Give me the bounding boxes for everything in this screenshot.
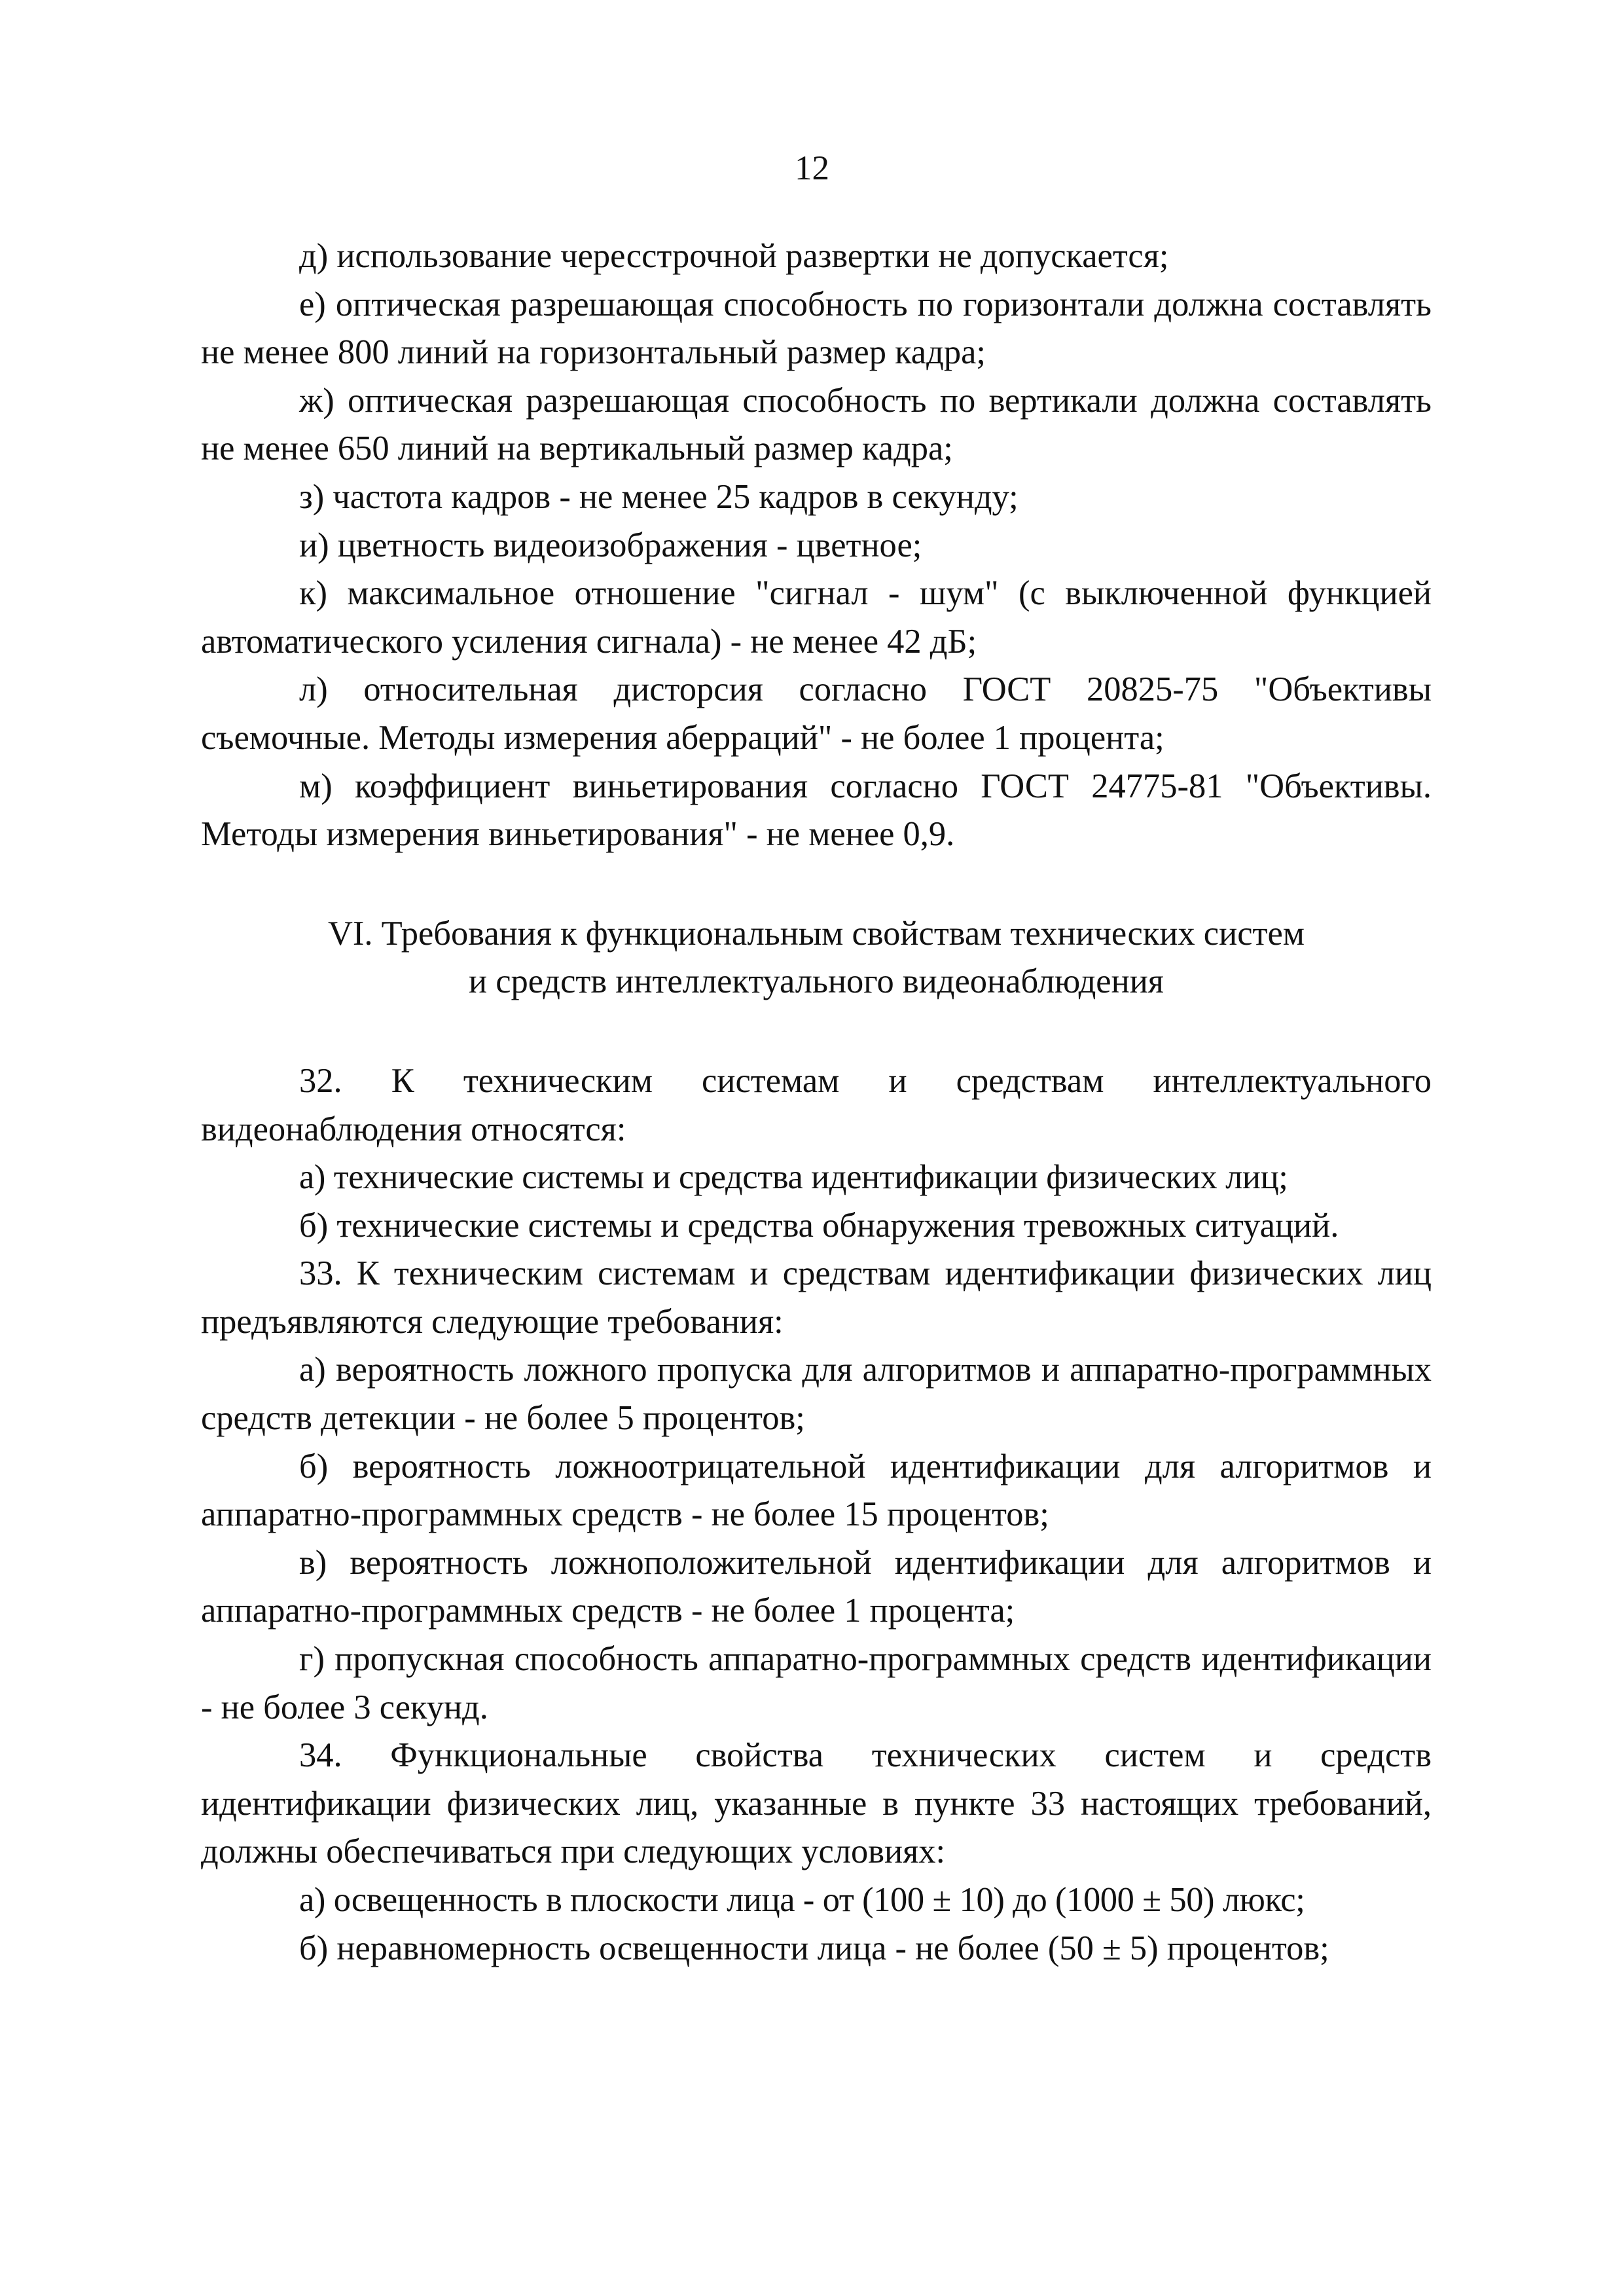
paragraph-34-a: а) освещенность в плоскости лица - от (100 ± 10) до (1000 ± 50) люкс; <box>299 1881 1305 1919</box>
paragraph-item-i: и) цветность видеоизображения - цветное; <box>299 526 922 564</box>
paragraph-item-d: д) использование чересстрочной развертки не допускается; <box>299 237 1169 275</box>
paragraph-item-e: е) оптическая разрешающая способность по горизонтали должна составлять не менее 800 линий на горизонтальный размер кадра; <box>201 285 1432 372</box>
paragraph-32-b: б) технические системы и средства обнаружения тревожных ситуаций. <box>299 1206 1339 1245</box>
paragraph-33-b: б) вероятность ложноотрицательной идентификации для алгоритмов и аппаратно-программных средств - не более 15 процентов; <box>201 1447 1432 1534</box>
paragraph-33-a: а) вероятность ложного пропуска для алгоритмов и аппаратно-программных средств детекции - не более 5 процентов; <box>201 1351 1432 1438</box>
section-heading-line-2: и средств интеллектуального видеонаблюдения <box>469 962 1164 1001</box>
section-heading-line-1: VI. Требования к функциональным свойствам технических систем <box>328 914 1305 953</box>
page-number: 12 <box>795 149 829 187</box>
paragraph-item-m: м) коэффициент виньетирования согласно ГОСТ 24775-81 "Объективы. Методы измерения виньетирования" - не менее 0,9. <box>201 767 1432 854</box>
paragraph-item-zh: ж) оптическая разрешающая способность по вертикали должна составлять не менее 650 линий на вертикальный размер кадра; <box>201 381 1432 468</box>
document-body <box>201 232 1432 1973</box>
paragraph-34: 34. Функциональные свойства технических систем и средств идентификации физических лиц, указанные в пункте 33 настоящих требований, должны обеспечиваться при следующих условиях: <box>201 1736 1432 1871</box>
paragraph-33-g: г) пропускная способность аппаратно-программных средств идентификации - не более 3 секунд. <box>201 1640 1432 1726</box>
paragraph-item-l: л) относительная дисторсия согласно ГОСТ 20825-75 "Объективы съемочные. Методы измерения аберраций" - не более 1 процента; <box>201 670 1432 757</box>
paragraph-32-a: а) технические системы и средства идентификации физических лиц; <box>299 1158 1288 1197</box>
paragraph-32: 32. К техническим системам и средствам интеллектуального видеонаблюдения относятся: <box>201 1061 1432 1148</box>
paragraph-item-k: к) максимальное отношение "сигнал - шум" (с выключенной функцией автоматического усиления сигнала) - не менее 42 дБ; <box>201 574 1432 661</box>
section-heading <box>201 859 1432 1057</box>
paragraph-33-v: в) вероятность ложноположительной идентификации для алгоритмов и аппаратно-программных средств - не более 1 процента; <box>201 1543 1432 1630</box>
paragraph-item-z: з) частота кадров - не менее 25 кадров в секунду; <box>299 477 1019 516</box>
paragraph-34-b: б) неравномерность освещенности лица - не более (50 ± 5) процентов; <box>299 1929 1329 1967</box>
paragraph-33: 33. К техническим системам и средствам идентификации физических лиц предъявляются следующие требования: <box>201 1254 1432 1341</box>
